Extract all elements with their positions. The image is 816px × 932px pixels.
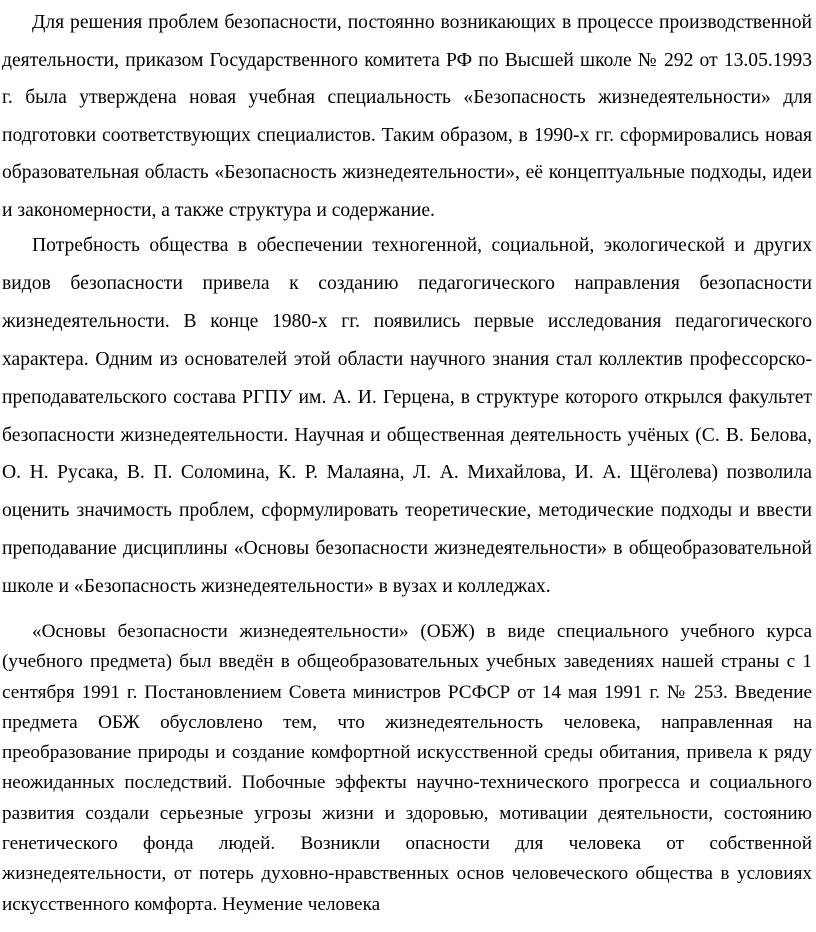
paragraph-1: Для решения проблем безопасности, постоянно возникающих в процессе производственной деятельности, приказом Государственного комитета РФ по Высшей школе № 292 от 13.05.1993 г. была утверждена новая учебная специальность «Безопасность жизнедеятельности» для подготовки соответствующих специалистов. Таким образом, в 1990-х гг. сформировались новая образовательная область «Безопасность жизнедеятельности», её концептуальные подходы, идеи и закономерности, а также структура и содержание. (2, 12, 812, 221)
paragraph-2: Потребность общества в обеспечении техногенной, социальной, экологической и других видов безопасности привела к созданию педагогического направления безопасности жизнедеятельности. В конце 1980-х гг. появились первые исследования педагогического характера. Одним из основателей этой области научного знания стал коллектив профессорско-преподавательского состава РГПУ им. А. И. Герцена, в структуре которого открылся факультет безопасности жизнедеятельности. Научная и общественная деятельность учёных (С. В. Белова, О. Н. Русака, В. П. Соломина, К. Р. Малаяна, Л. А. Михайлова, И. А. Щёголева) позволила оценить значимость проблем, сформулировать теоретические, методические подходы и ввести преподавание дисциплины «Основы безопасности жизнедеятельности» в общеобразовательной школе и «Безопасность жизнедеятельности» в вузах и колледжах. (2, 235, 812, 598)
paragraph-3: «Основы безопасности жизнедеятельности» (ОБЖ) в виде специального учебного курса (учебного предмета) был введён в общеобразовательных учебных заведениях нашей страны с 1 сентября 1991 г. Постановлением Совета министров РСФСР от 14 мая 1991 г. № 253. Введение предмета ОБЖ обусловлено тем, что жизнедеятельность человека, направленная на преобразование природы и создание комфортной искусственной среды обитания, привела к ряду неожиданных последствий. Побочные эффекты научно-технического прогресса и социального развития создали серьезные угрозы жизни и здоровью, мотивации деятельности, состоянию генетического фонда людей. Возникли опасности для человека от собственной жизнедеятельности, от потерь духовно-нравственных основ человеческого общества в условиях искусственного комфорта. Неумение человека (2, 621, 812, 915)
